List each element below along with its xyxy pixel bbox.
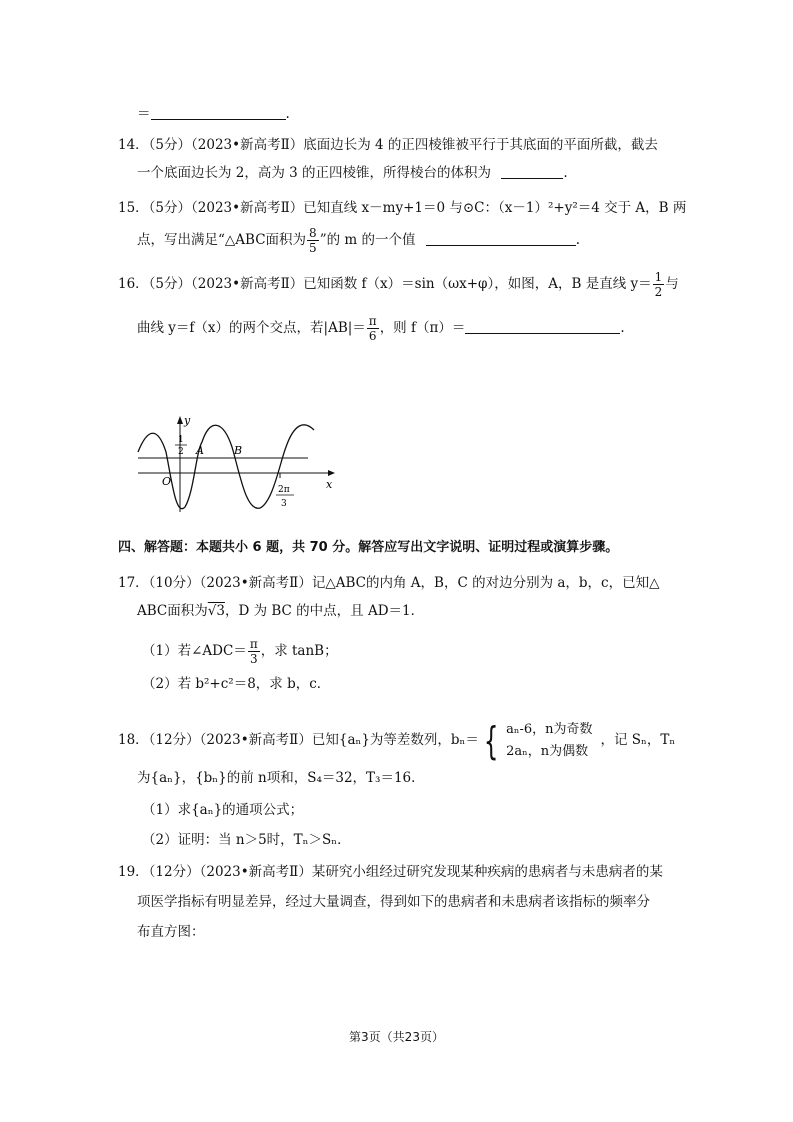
point-a-label: A bbox=[196, 444, 204, 457]
q14-answer-blank[interactable] bbox=[501, 164, 563, 179]
q18-text-a: 18．（12分）（2023•新高考Ⅱ）已知{aₙ}为等差数列，bₙ＝ bbox=[118, 732, 479, 748]
q18-line2: 为{aₙ}，{bₙ}的前 n项和，S₄＝32，T₃＝16． bbox=[137, 770, 425, 786]
q16-answer-blank[interactable] bbox=[465, 319, 620, 334]
frac-num: π bbox=[368, 314, 377, 328]
half-num: 1 bbox=[178, 435, 184, 445]
x-axis-arrow bbox=[328, 470, 335, 476]
fraction-8-5 bbox=[307, 226, 319, 255]
q16-text-b: 与 bbox=[665, 276, 679, 292]
tick-den: 3 bbox=[281, 499, 287, 509]
piecewise-cases bbox=[506, 719, 592, 763]
case-odd: aₙ-6，n为奇数 bbox=[506, 721, 593, 737]
fraction-pi-6 bbox=[367, 314, 379, 343]
tick-num: 2π bbox=[278, 485, 290, 495]
point-b-label: B bbox=[234, 444, 243, 457]
q17-text-b: ，D 为 BC 的中点，且 AD＝1． bbox=[224, 603, 425, 619]
sqrt-3: √3 bbox=[207, 603, 225, 619]
frac-den: 2 bbox=[654, 285, 663, 299]
q18-line1 bbox=[118, 718, 675, 763]
q18-part1: （1）求{aₙ}的通项公式； bbox=[142, 802, 304, 818]
piecewise bbox=[479, 719, 593, 763]
period: . bbox=[563, 165, 568, 181]
q16-line2 bbox=[137, 314, 625, 343]
q15-answer-blank[interactable] bbox=[426, 231, 576, 246]
sine-curve bbox=[138, 425, 314, 509]
section-heading: 四、解答题：本题共小 6 题，共 70 分。解答应写出文字说明、证明过程或演算步骤。 bbox=[118, 540, 619, 555]
sine-graph bbox=[128, 412, 343, 522]
q17-line2 bbox=[137, 601, 424, 621]
q17-p1-text-a: （1）若∠ADC＝ bbox=[142, 643, 247, 659]
origin-label: O bbox=[162, 475, 172, 488]
q15-line2 bbox=[137, 226, 580, 255]
period: . bbox=[620, 320, 625, 336]
q16-line1 bbox=[118, 270, 679, 299]
q14-text: 一个底面边长为 2，高为 3 的正四棱锥，所得棱台的体积为 bbox=[137, 165, 492, 181]
q17-p1-text-b: ，求 tanB； bbox=[260, 643, 338, 659]
x-label: x bbox=[326, 478, 333, 491]
half-den: 2 bbox=[178, 447, 184, 457]
q15-line1: 15．（5分）（2023•新高考Ⅱ）已知直线 x－my+1＝0 与⊙C：（x－1）²+y²＝4 交于 A，B 两 bbox=[118, 200, 687, 216]
period: . bbox=[575, 232, 581, 248]
fraction-pi-3 bbox=[248, 637, 260, 666]
q17-part1 bbox=[142, 637, 338, 666]
q19-line3: 布直方图： bbox=[137, 924, 205, 940]
q17-text-a: ABC面积为 bbox=[137, 603, 208, 619]
equals-sign: ＝ bbox=[137, 106, 151, 122]
q16-text-d: ，则 f（π）＝ bbox=[379, 320, 466, 336]
q17-part2: （2）若 b²+c²＝8，求 b，c． bbox=[142, 676, 331, 692]
frac-den: 3 bbox=[249, 652, 258, 666]
q16-text-c: 曲线 y＝f（x）的两个交点，若|AB|＝ bbox=[137, 320, 366, 336]
q19-line2: 项医学指标有明显差异，经过大量调查，得到如下的患病者和未患病者该指标的频率分 bbox=[137, 894, 650, 910]
q14-line2 bbox=[137, 163, 568, 183]
frac-num: π bbox=[249, 637, 258, 651]
frac-den: 6 bbox=[368, 329, 377, 343]
y-axis-arrow bbox=[177, 416, 183, 424]
q19-line1: 19．（12分）（2023•新高考Ⅱ）某研究小组经过研究发现某种疾病的患病者与未患病者的某 bbox=[118, 864, 663, 880]
left-brace-icon: { bbox=[483, 718, 499, 763]
period: . bbox=[285, 106, 290, 122]
q16-text-a: 16．（5分）（2023•新高考Ⅱ）已知函数 f（x）＝sin（ωx+φ），如图，A，B 是直线 y＝ bbox=[118, 276, 652, 292]
case-even: 2aₙ，n为偶数 bbox=[506, 743, 589, 759]
q17-line1: 17．（10分）（2023•新高考Ⅱ）记△ABC的内角 A，B，C 的对边分别为 a，b，c，已知△ bbox=[118, 575, 660, 591]
page-footer: 第3页（共23页） bbox=[349, 1030, 444, 1044]
q18-text-b: ，记 Sₙ，Tₙ bbox=[600, 732, 676, 748]
frac-num: 8 bbox=[309, 226, 317, 240]
q15-text-b: ”的 m 的一个值 bbox=[319, 232, 416, 248]
frac-num: 1 bbox=[654, 270, 663, 284]
q15-text-a: 点，写出满足“△ABC面积为 bbox=[137, 232, 307, 248]
fraction-half bbox=[653, 270, 665, 299]
answer-blank[interactable] bbox=[151, 105, 286, 120]
frac-den: 5 bbox=[309, 241, 317, 255]
y-label: y bbox=[184, 414, 191, 427]
answer-line-13 bbox=[137, 104, 290, 124]
q18-part2: （2）证明：当 n＞5时，Tₙ＞Sₙ． bbox=[142, 832, 351, 848]
q14-line1: 14．（5分）（2023•新高考Ⅱ）底面边长为 4 的正四棱锥被平行于其底面的平面所截，截去 bbox=[118, 137, 658, 153]
